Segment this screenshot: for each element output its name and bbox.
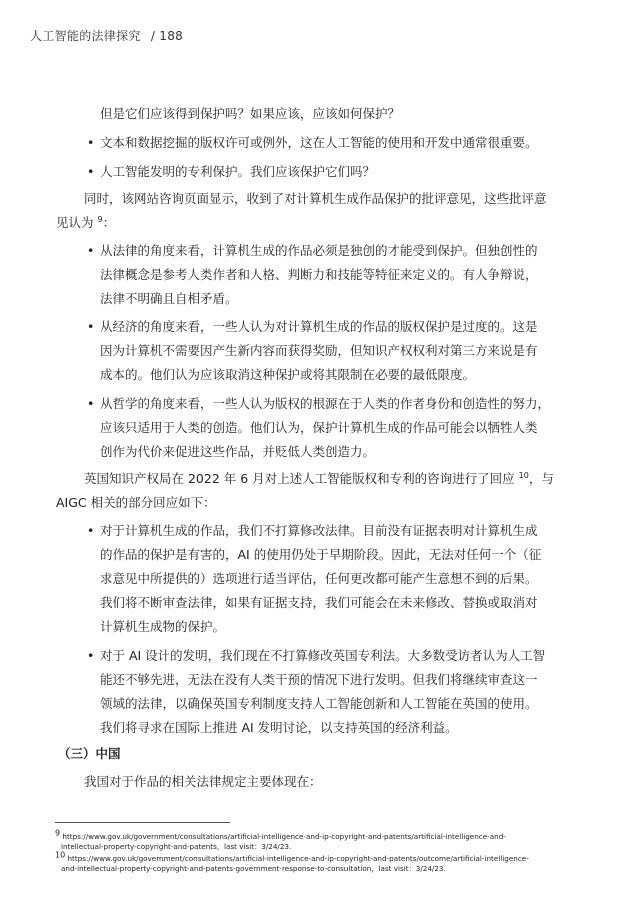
closing-paragraph: 我国对于作品的相关法律规定主要体现在：: [84, 774, 322, 789]
footnote-number: 10: [55, 850, 66, 860]
critique-2-line-2: 因为计算机不需要因产生新内容而获得奖励，但知识产权权利对第三方来说是有: [100, 343, 538, 358]
critique-1-line-3: 法律不明确且自相矛盾。: [100, 291, 238, 306]
page-number: / 188: [150, 29, 184, 43]
footnote-ref-9[interactable]: 9: [97, 214, 103, 224]
response-para-line-2: AIGC 相关的部分回应如下：: [56, 495, 216, 510]
response-1-line-1: 对于计算机生成的作品，我们不打算修改法律。目前没有证据表明对计算机生成: [100, 523, 538, 538]
critique-1-line-2: 法律概念是参考人类作者和人格、判断力和技能等特征来定义的。有人争辩说，: [100, 267, 538, 282]
footnote-ref-10[interactable]: 10: [518, 470, 529, 480]
critique-1-line-1: 从法律的角度来看，计算机生成的作品必须是独创的才能受到保护。但独创性的: [100, 243, 538, 258]
response-para-line-1: 英国知识产权局在 2022 年 6 月对上述人工智能版权和专利的咨询进行了回应 $^{10}$，与: [84, 470, 554, 486]
response-1-line-2: 的作品的保护是有害的，AI 的使用仍处于早期阶段。因此，无法对任何一个（征: [100, 547, 542, 562]
intro-continuation: 但是它们应该得到保护吗？如果应该，应该如何保护？: [100, 106, 401, 121]
section-heading: （三）中国: [58, 746, 121, 761]
response-2-line-4: 我们将寻求在国际上推进 AI 发明讨论，以支持英国的经济利益。: [100, 720, 458, 735]
bullet-dot: •: [87, 396, 95, 411]
consult-bullet-1: 文本和数据挖掘的版权许可或例外，这在人工智能的使用和开发中通常很重要。: [100, 135, 538, 150]
response-1-line-4: 我们将不断审查法律，如果有证据支持，我们可能会在未来修改、替换或取消对: [100, 595, 538, 610]
footnote-10-line-1: $^{10}$ https://www.gov.uk/government/consultations/artificial-intelligence-and-ip-copyright-and-patents/outcome/artificial-intelligence-: [55, 850, 529, 863]
bullet-dot: •: [87, 319, 95, 334]
critique-2-line-3: 成本的。他们认为应该取消这种保护或将其限制在必要的最低限度。: [100, 367, 476, 382]
consult-bullet-2: 人工智能发明的专利保护。我们应该保护它们吗？: [100, 164, 376, 179]
bullet-dot: •: [87, 648, 95, 663]
bullet-dot: •: [87, 135, 95, 150]
footnote-divider: [55, 822, 230, 823]
response-1-line-3: 求意见中所提供的）选项进行适当评估，任何更改都可能产生意想不到的后果。: [100, 571, 538, 586]
critique-para-line-2: 见认为 $^9$：: [56, 214, 116, 230]
critique-3-line-3: 创作为代价来促进这些作品，并贬低人类创造力。: [100, 444, 376, 459]
running-header: [30, 27, 183, 44]
response-2-line-3: 领域的法律，以确保英国专利制度支持人工智能创新和人工智能在英国的使用。: [100, 696, 538, 711]
bullet-dot: •: [87, 243, 95, 258]
critique-para-line-1: 同时，该网站咨询页面显示，收到了对计算机生成作品保护的批评意见，这些批评意: [84, 191, 547, 206]
response-1-line-5: 计算机生成物的保护。: [100, 619, 226, 634]
response-2-line-2: 能还不够先进，无法在没有人类干预的情况下进行发明。但我们将继续审查这一: [100, 672, 538, 687]
footnote-10-line-2: and-intellectual-property-copyright-and-patents-government-response-to-consultation，last visit：3/24/23.: [61, 864, 446, 873]
response-2-line-1: 对于 AI 设计的发明，我们现在不打算修改英国专利法。大多数受访者认为人工智: [100, 648, 546, 663]
footnote-9-line-2: intellectual-property-copyright-and-patents，last visit：3/24/23.: [61, 842, 292, 851]
critique-3-line-1: 从哲学的角度来看，一些人认为版权的根源在于人类的作者身份和创造性的努力，: [100, 396, 551, 411]
book-title: 人工智能的法律探究: [30, 29, 141, 43]
critique-3-line-2: 应该只适用于人类的创造。他们认为，保护计算机生成的作品可能会以牺牲人类: [100, 420, 538, 435]
critique-2-line-1: 从经济的角度来看，一些人认为对计算机生成的作品的版权保护是过度的。这是: [100, 319, 538, 334]
bullet-dot: •: [87, 164, 95, 179]
footnote-number: 9: [55, 828, 61, 838]
footnote-9-line-1: $^9$ https://www.gov.uk/government/consultations/artificial-intelligence-and-ip-copyright-and-patents/artificial-intelligence-and-: [55, 828, 506, 841]
bullet-dot: •: [87, 523, 95, 538]
